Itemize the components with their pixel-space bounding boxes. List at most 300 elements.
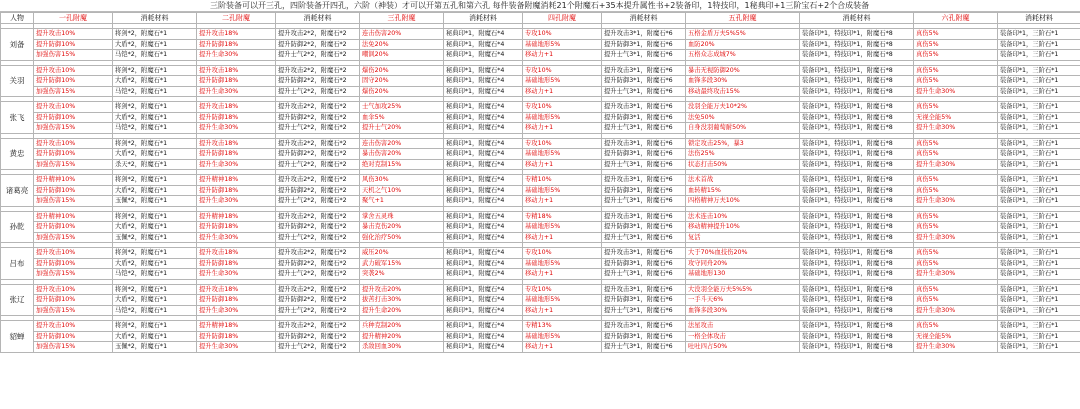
material-cell: 装备印*1，三阶石*1 bbox=[998, 86, 1080, 97]
enchant-cell: 提升生命30% bbox=[197, 196, 276, 207]
material-cell: 装备印*1，特技印*1，附魔石*8 bbox=[800, 112, 914, 123]
enchant-cell: 提升生命30% bbox=[197, 342, 276, 353]
material-cell: 提升士气2*2，附魔石*2 bbox=[276, 123, 360, 134]
material-cell: 将剑*2，附魔石*1 bbox=[113, 321, 197, 332]
material-cell: 马铠*2，附魔石*1 bbox=[113, 305, 197, 316]
material-cell: 大盾*2，附魔石*1 bbox=[113, 331, 197, 342]
material-cell: 装备印*1，特技印*1，附魔石*8 bbox=[800, 175, 914, 186]
material-cell: 装备印*1，三阶石*1 bbox=[998, 50, 1080, 61]
material-cell: 大盾*2，附魔石*1 bbox=[113, 222, 197, 233]
material-cell: 提升士气2*2，附魔石*2 bbox=[276, 159, 360, 170]
material-cell: 装备印*1，特技印*1，附魔石*8 bbox=[800, 29, 914, 40]
material-cell: 大盾*2，附魔石*1 bbox=[113, 112, 197, 123]
enchant-cell: 爆伤20% bbox=[360, 86, 444, 97]
enchant-cell: 移动力+1 bbox=[523, 232, 602, 243]
enchant-cell: 暴击克伤20% bbox=[360, 222, 444, 233]
enchant-cell: 武力破军15% bbox=[360, 258, 444, 269]
enchant-cell: 提升生命30% bbox=[197, 86, 276, 97]
column-header: 消耗材料 bbox=[602, 13, 686, 24]
enchant-cell: 四格精神万夫10% bbox=[686, 196, 800, 207]
material-cell: 装备印*1，特技印*1，附魔石*8 bbox=[800, 50, 914, 61]
enchant-cell: 提升防御18% bbox=[197, 258, 276, 269]
enchant-cell: 基础地形5% bbox=[523, 295, 602, 306]
column-header: 消耗材料 bbox=[800, 13, 914, 24]
material-cell: 将剑*2，附魔石*1 bbox=[113, 65, 197, 76]
material-cell: 装备印*1，三阶石*1 bbox=[998, 65, 1080, 76]
material-cell: 装备印*1，特技印*1，附魔石*8 bbox=[800, 284, 914, 295]
material-cell: 提升防御3*1，附魔石*6 bbox=[602, 149, 686, 160]
enchant-cell: 基础地形5% bbox=[523, 222, 602, 233]
column-header: 消耗材料 bbox=[113, 13, 197, 24]
material-cell: 秘典印*1，附魔石*4 bbox=[444, 248, 523, 259]
enchant-cell: 一手斗天6% bbox=[686, 295, 800, 306]
material-cell: 装备印*1，特技印*1，附魔石*8 bbox=[800, 321, 914, 332]
enchant-cell: 真伤5% bbox=[914, 50, 998, 61]
material-cell: 提升防御3*1，附魔石*6 bbox=[602, 258, 686, 269]
enchant-cell: 提升生命30% bbox=[197, 123, 276, 134]
material-cell: 装备印*1，三阶石*1 bbox=[998, 342, 1080, 353]
table-row bbox=[1, 39, 1080, 50]
enchant-cell: 提升生命30% bbox=[914, 159, 998, 170]
enchant-cell: 威压20% bbox=[360, 248, 444, 259]
enchant-cell: 真伤5% bbox=[914, 149, 998, 160]
enchant-cell: 锁定攻击25%，暴3 bbox=[686, 138, 800, 149]
enchant-cell: 突袭2% bbox=[360, 269, 444, 280]
material-cell: 装备印*1，三阶石*1 bbox=[998, 159, 1080, 170]
material-cell: 秘典印*1，附魔石*4 bbox=[444, 149, 523, 160]
material-cell: 装备印*1，三阶石*1 bbox=[998, 138, 1080, 149]
material-cell: 提升攻击2*2，附魔石*2 bbox=[276, 102, 360, 113]
enchant-cell: 真伤5% bbox=[914, 185, 998, 196]
enchant-cell: 移动力+1 bbox=[523, 86, 602, 97]
enchant-cell: 强化治疗50% bbox=[360, 232, 444, 243]
column-header: 一孔附魔 bbox=[34, 13, 113, 24]
enchant-cell: 真伤5% bbox=[914, 258, 998, 269]
column-header: 消耗材料 bbox=[444, 13, 523, 24]
table-row bbox=[1, 305, 1080, 316]
enchant-cell: 暴击无视防御20% bbox=[686, 65, 800, 76]
enchant-cell: 提升防御18% bbox=[197, 331, 276, 342]
enchant-cell: 暴击伤害20% bbox=[360, 149, 444, 160]
material-cell: 秘典印*1，附魔石*4 bbox=[444, 342, 523, 353]
material-cell: 秘典印*1，附魔石*4 bbox=[444, 222, 523, 233]
material-cell: 秘典印*1，附魔石*4 bbox=[444, 123, 523, 134]
material-cell: 提升防御2*2，附魔石*2 bbox=[276, 149, 360, 160]
table-row bbox=[1, 138, 1080, 149]
table-row bbox=[1, 331, 1080, 342]
material-cell: 提升士气3*1，附魔石*6 bbox=[602, 342, 686, 353]
enchant-cell: 状态打击50% bbox=[686, 159, 800, 170]
material-cell: 提升攻击3*1，附魔石*6 bbox=[602, 284, 686, 295]
column-header: 消耗材料 bbox=[276, 13, 360, 24]
material-cell: 提升攻击2*2，附魔石*2 bbox=[276, 211, 360, 222]
hero-name: 诸葛亮 bbox=[1, 175, 34, 207]
enchant-cell: 提升攻击10% bbox=[34, 248, 113, 259]
table-row bbox=[1, 211, 1080, 222]
material-cell: 装备印*1，特技印*1，附魔石*8 bbox=[800, 222, 914, 233]
enchant-cell: 爆伤20% bbox=[360, 65, 444, 76]
material-cell: 大盾*2，附魔石*1 bbox=[113, 39, 197, 50]
table-row bbox=[1, 159, 1080, 170]
enchant-cell: 专攻10% bbox=[523, 65, 602, 76]
enchant-cell: 提升攻击18% bbox=[197, 248, 276, 259]
enchant-cell: 提升攻击20% bbox=[360, 284, 444, 295]
enchant-cell: 提升生命30% bbox=[197, 50, 276, 61]
material-cell: 装备印*1，特技印*1，附魔石*8 bbox=[800, 149, 914, 160]
material-cell: 秘典印*1，附魔石*4 bbox=[444, 331, 523, 342]
material-cell: 提升防御2*2，附魔石*2 bbox=[276, 76, 360, 87]
enchant-cell: 血伞5% bbox=[360, 112, 444, 123]
material-cell: 提升攻击3*1，附魔石*6 bbox=[602, 248, 686, 259]
enchant-cell: 提升防御10% bbox=[34, 149, 113, 160]
hero-name: 关羽 bbox=[1, 65, 34, 97]
material-cell: 装备印*1，三阶石*1 bbox=[998, 258, 1080, 269]
enchant-cell: 基础地形5% bbox=[523, 258, 602, 269]
material-cell: 将剑*2，附魔石*1 bbox=[113, 284, 197, 295]
material-cell: 装备印*1，三阶石*1 bbox=[998, 331, 1080, 342]
material-cell: 装备印*1，特技印*1，附魔石*8 bbox=[800, 342, 914, 353]
enchant-cell: 移动力+1 bbox=[523, 269, 602, 280]
material-cell: 提升防御3*1，附魔石*6 bbox=[602, 112, 686, 123]
hero-name: 黄忠 bbox=[1, 138, 34, 170]
table-row bbox=[1, 123, 1080, 134]
enchant-cell: 法免50% bbox=[686, 112, 800, 123]
enchant-cell: 掌舍五灵珠 bbox=[360, 211, 444, 222]
table-row bbox=[1, 76, 1080, 87]
material-cell: 秘典印*1，附魔石*4 bbox=[444, 175, 523, 186]
enchant-cell: 法免20% bbox=[360, 39, 444, 50]
enchant-cell: 提升生命30% bbox=[914, 269, 998, 280]
material-cell: 装备印*1，特技印*1，附魔石*8 bbox=[800, 138, 914, 149]
enchant-cell: 提升攻击10% bbox=[34, 321, 113, 332]
enchant-cell: 专攻10% bbox=[523, 29, 602, 40]
material-cell: 提升攻击3*1，附魔石*6 bbox=[602, 65, 686, 76]
material-cell: 装备印*1，三阶石*1 bbox=[998, 295, 1080, 306]
enchant-cell: 真伤5% bbox=[914, 76, 998, 87]
enchant-cell: 移动力+1 bbox=[523, 342, 602, 353]
enchant-cell: 吐吐四占50% bbox=[686, 342, 800, 353]
material-cell: 玉佩*2，附魔石*1 bbox=[113, 342, 197, 353]
material-cell: 提升攻击3*1，附魔石*6 bbox=[602, 321, 686, 332]
enchant-cell: 提升防御18% bbox=[197, 39, 276, 50]
table-row bbox=[1, 342, 1080, 353]
material-cell: 秘典印*1，附魔石*4 bbox=[444, 159, 523, 170]
enchant-cell: 连击伤害20% bbox=[360, 29, 444, 40]
enchant-cell: 法术首战 bbox=[686, 175, 800, 186]
material-cell: 装备印*1，特技印*1，附魔石*8 bbox=[800, 258, 914, 269]
material-cell: 装备印*1，三阶石*1 bbox=[998, 305, 1080, 316]
material-cell: 提升防御3*1，附魔石*6 bbox=[602, 185, 686, 196]
enchant-cell: 血防20% bbox=[686, 39, 800, 50]
enchant-cell: 专攻10% bbox=[523, 138, 602, 149]
material-cell: 提升防御3*1，附魔石*6 bbox=[602, 222, 686, 233]
material-cell: 秘典印*1，附魔石*4 bbox=[444, 284, 523, 295]
enchant-cell: 五格众志成城7% bbox=[686, 50, 800, 61]
enchant-cell: 提升攻击10% bbox=[34, 138, 113, 149]
material-cell: 提升攻击2*2，附魔石*2 bbox=[276, 29, 360, 40]
enchant-cell: 大于70%血技伤20% bbox=[686, 248, 800, 259]
material-cell: 提升攻击3*1，附魔石*6 bbox=[602, 175, 686, 186]
enchant-cell: 加强伤害15% bbox=[34, 123, 113, 134]
enchant-cell: 提升防御10% bbox=[34, 112, 113, 123]
table-row bbox=[1, 112, 1080, 123]
table-row bbox=[1, 102, 1080, 113]
enchant-cell: 基础地形5% bbox=[523, 331, 602, 342]
material-cell: 马铠*2，附魔石*1 bbox=[113, 50, 197, 61]
table-row bbox=[1, 248, 1080, 259]
hero-name: 张飞 bbox=[1, 102, 34, 134]
material-cell: 提升防御2*2，附魔石*2 bbox=[276, 112, 360, 123]
enchant-cell: 提升攻击18% bbox=[197, 284, 276, 295]
enchant-cell: 提升攻击10% bbox=[34, 29, 113, 40]
material-cell: 装备印*1，三阶石*1 bbox=[998, 321, 1080, 332]
material-cell: 装备印*1，三阶石*1 bbox=[998, 211, 1080, 222]
header-row bbox=[1, 13, 1080, 24]
enchant-cell: 风伤30% bbox=[360, 175, 444, 186]
enchant-cell: 复活 bbox=[686, 232, 800, 243]
enchant-cell: 基础地形5% bbox=[523, 39, 602, 50]
material-cell: 提升士气3*1，附魔石*6 bbox=[602, 305, 686, 316]
material-cell: 提升防御3*1，附魔石*6 bbox=[602, 39, 686, 50]
material-cell: 装备印*1，特技印*1，附魔石*8 bbox=[800, 123, 914, 134]
material-cell: 提升攻击3*1，附魔石*6 bbox=[602, 102, 686, 113]
material-cell: 提升士气3*1，附魔石*6 bbox=[602, 196, 686, 207]
material-cell: 秘典印*1，附魔石*4 bbox=[444, 29, 523, 40]
enchant-cell: 提升精神18% bbox=[197, 211, 276, 222]
material-cell: 提升士气2*2，附魔石*2 bbox=[276, 342, 360, 353]
material-cell: 提升防御2*2，附魔石*2 bbox=[276, 185, 360, 196]
enchant-cell: 专精10% bbox=[523, 175, 602, 186]
table-row bbox=[1, 65, 1080, 76]
enchant-cell: 提升攻击18% bbox=[197, 102, 276, 113]
enchant-cell: 没羽全能万夫10*2% bbox=[686, 102, 800, 113]
enchant-cell: 提升防御18% bbox=[197, 295, 276, 306]
enchant-cell: 真伤5% bbox=[914, 29, 998, 40]
enchant-cell: 提升防御18% bbox=[197, 185, 276, 196]
material-cell: 提升攻击3*1，附魔石*6 bbox=[602, 211, 686, 222]
material-cell: 玉佩*2，附魔石*1 bbox=[113, 232, 197, 243]
enchant-cell: 法术连击10% bbox=[686, 211, 800, 222]
enchant-cell: 拔苦打击30% bbox=[360, 295, 444, 306]
material-cell: 提升防御2*2，附魔石*2 bbox=[276, 331, 360, 342]
enchant-cell: 基础地形5% bbox=[523, 112, 602, 123]
material-cell: 提升防御3*1，附魔石*6 bbox=[602, 76, 686, 87]
material-cell: 提升攻击3*1，附魔石*6 bbox=[602, 138, 686, 149]
enchant-cell: 血锋多段30% bbox=[686, 76, 800, 87]
enchant-cell: 连击伤害20% bbox=[360, 138, 444, 149]
table-row bbox=[1, 149, 1080, 160]
enchant-cell: 提升防御10% bbox=[34, 185, 113, 196]
column-header: 二孔附魔 bbox=[197, 13, 276, 24]
enchant-cell: 天机之气10% bbox=[360, 185, 444, 196]
enchant-cell: 真伤5% bbox=[914, 284, 998, 295]
material-cell: 提升攻击2*2，附魔石*2 bbox=[276, 175, 360, 186]
material-cell: 秘典印*1，附魔石*4 bbox=[444, 138, 523, 149]
material-cell: 提升士气3*1，附魔石*6 bbox=[602, 159, 686, 170]
enchant-cell: 加强伤害15% bbox=[34, 342, 113, 353]
table-row bbox=[1, 321, 1080, 332]
material-cell: 装备印*1，三阶石*1 bbox=[998, 196, 1080, 207]
material-cell: 装备印*1，三阶石*1 bbox=[998, 248, 1080, 259]
material-cell: 提升士气3*1，附魔石*6 bbox=[602, 232, 686, 243]
table-row bbox=[1, 284, 1080, 295]
material-cell: 提升士气2*2，附魔石*2 bbox=[276, 196, 360, 207]
enchant-cell: 加强伤害15% bbox=[34, 232, 113, 243]
material-cell: 装备印*1，三阶石*1 bbox=[998, 29, 1080, 40]
material-cell: 秘典印*1，附魔石*4 bbox=[444, 65, 523, 76]
material-cell: 提升士气2*2，附魔石*2 bbox=[276, 305, 360, 316]
material-cell: 装备印*1，特技印*1，附魔石*8 bbox=[800, 305, 914, 316]
enchant-cell: 提升防御18% bbox=[197, 112, 276, 123]
material-cell: 装备印*1，三阶石*1 bbox=[998, 112, 1080, 123]
enchant-cell: 加强伤害15% bbox=[34, 196, 113, 207]
material-cell: 装备印*1，特技印*1，附魔石*8 bbox=[800, 76, 914, 87]
enchant-cell: 血锋多段30% bbox=[686, 305, 800, 316]
material-cell: 提升攻击3*1，附魔石*6 bbox=[602, 29, 686, 40]
hero-name: 吕布 bbox=[1, 248, 34, 280]
material-cell: 秘典印*1，附魔石*4 bbox=[444, 185, 523, 196]
hero-name: 刘备 bbox=[1, 29, 34, 61]
hero-name: 貂蝉 bbox=[1, 321, 34, 353]
material-cell: 大盾*2，附魔石*1 bbox=[113, 258, 197, 269]
material-cell: 秘典印*1，附魔石*4 bbox=[444, 196, 523, 207]
enchant-cell: 一格全体攻击 bbox=[686, 331, 800, 342]
enchant-cell: 提升精神10% bbox=[34, 175, 113, 186]
enchant-cell: 嘲讽20% bbox=[360, 50, 444, 61]
material-cell: 装备印*1，三阶石*1 bbox=[998, 232, 1080, 243]
enchant-cell: 大没羽全能万夫5%5% bbox=[686, 284, 800, 295]
material-cell: 大盾*2，附魔石*1 bbox=[113, 149, 197, 160]
enchant-cell: 加强伤害15% bbox=[34, 269, 113, 280]
enchant-cell: 基础地形5% bbox=[523, 185, 602, 196]
material-cell: 秘典印*1，附魔石*4 bbox=[444, 86, 523, 97]
enchant-cell: 真伤5% bbox=[914, 248, 998, 259]
enchant-cell: 五格金盾万夫5%5% bbox=[686, 29, 800, 40]
material-cell: 提升防御2*2，附魔石*2 bbox=[276, 258, 360, 269]
enchant-cell: 真伤5% bbox=[914, 65, 998, 76]
enchant-cell: 真伤5% bbox=[914, 102, 998, 113]
material-cell: 秘典印*1，附魔石*4 bbox=[444, 39, 523, 50]
enchant-cell: 加强伤害15% bbox=[34, 86, 113, 97]
material-cell: 提升攻击2*2，附魔石*2 bbox=[276, 248, 360, 259]
material-cell: 装备印*1，三阶石*1 bbox=[998, 185, 1080, 196]
material-cell: 装备印*1，特技印*1，附魔石*8 bbox=[800, 232, 914, 243]
enchant-cell: 兵种克制20% bbox=[360, 321, 444, 332]
material-cell: 马铠*2，附魔石*1 bbox=[113, 269, 197, 280]
enchant-cell: 固守20% bbox=[360, 76, 444, 87]
enchant-cell: 提升生命30% bbox=[197, 305, 276, 316]
enchant-cell: 移动力+1 bbox=[523, 196, 602, 207]
enchant-cell: 提升防御10% bbox=[34, 76, 113, 87]
enchant-cell: 基础地形130 bbox=[686, 269, 800, 280]
enchant-cell: 真伤5% bbox=[914, 222, 998, 233]
material-cell: 将剑*2，附魔石*1 bbox=[113, 138, 197, 149]
enchant-cell: 提升生命20% bbox=[360, 305, 444, 316]
material-cell: 装备印*1，特技印*1，附魔石*8 bbox=[800, 39, 914, 50]
enchant-cell: 提升攻击18% bbox=[197, 138, 276, 149]
table-row bbox=[1, 185, 1080, 196]
material-cell: 装备印*1，特技印*1，附魔石*8 bbox=[800, 185, 914, 196]
enchant-cell: 聚气+1 bbox=[360, 196, 444, 207]
enchant-table bbox=[0, 12, 1080, 353]
table-row bbox=[1, 295, 1080, 306]
material-cell: 装备印*1，三阶石*1 bbox=[998, 269, 1080, 280]
column-header: 人物 bbox=[1, 13, 34, 24]
enchant-cell: 提升防御10% bbox=[34, 295, 113, 306]
enchant-cell: 提升攻击18% bbox=[197, 65, 276, 76]
enchant-cell: 提升生命30% bbox=[914, 196, 998, 207]
material-cell: 将剑*2，附魔石*1 bbox=[113, 29, 197, 40]
enchant-cell: 真伤5% bbox=[914, 211, 998, 222]
material-cell: 装备印*1，特技印*1，附魔石*8 bbox=[800, 269, 914, 280]
column-header: 五孔附魔 bbox=[686, 13, 800, 24]
enchant-cell: 真伤5% bbox=[914, 39, 998, 50]
enchant-cell: 加强伤害15% bbox=[34, 50, 113, 61]
material-cell: 大盾*2，附魔石*1 bbox=[113, 76, 197, 87]
enchant-cell: 提升生命30% bbox=[914, 305, 998, 316]
material-cell: 提升士气2*2，附魔石*2 bbox=[276, 86, 360, 97]
material-cell: 装备印*1，三阶石*1 bbox=[998, 123, 1080, 134]
column-header: 四孔附魔 bbox=[523, 13, 602, 24]
material-cell: 玉佩*2，附魔石*1 bbox=[113, 196, 197, 207]
material-cell: 杀天*2，附魔石*1 bbox=[113, 159, 197, 170]
material-cell: 提升士气2*2，附魔石*2 bbox=[276, 50, 360, 61]
enchant-cell: 专精18% bbox=[523, 211, 602, 222]
material-cell: 装备印*1，特技印*1，附魔石*8 bbox=[800, 86, 914, 97]
material-cell: 大盾*2，附魔石*1 bbox=[113, 185, 197, 196]
column-header: 三孔附魔 bbox=[360, 13, 444, 24]
enchant-cell: 提升防御18% bbox=[197, 222, 276, 233]
enchant-cell: 提升精神20% bbox=[360, 331, 444, 342]
enchant-cell: 提升精神10% bbox=[34, 211, 113, 222]
material-cell: 秘典印*1，附魔石*4 bbox=[444, 258, 523, 269]
enchant-cell: 攻守同舟20% bbox=[686, 258, 800, 269]
enchant-cell: 基础地形5% bbox=[523, 76, 602, 87]
enchant-cell: 移动最终攻击15% bbox=[686, 86, 800, 97]
enchant-cell: 提升生命30% bbox=[197, 232, 276, 243]
enchant-cell: 提升生命30% bbox=[197, 269, 276, 280]
enchant-cell: 移动力+1 bbox=[523, 50, 602, 61]
enchant-cell: 提升攻击18% bbox=[197, 29, 276, 40]
enchant-cell: 无视全能5% bbox=[914, 112, 998, 123]
material-cell: 提升士气3*1，附魔石*6 bbox=[602, 123, 686, 134]
material-cell: 秘典印*1，附魔石*4 bbox=[444, 102, 523, 113]
table-row bbox=[1, 29, 1080, 40]
material-cell: 提升士气3*1，附魔石*6 bbox=[602, 269, 686, 280]
material-cell: 装备印*1，三阶石*1 bbox=[998, 222, 1080, 233]
material-cell: 提升防御3*1，附魔石*6 bbox=[602, 295, 686, 306]
table-row bbox=[1, 175, 1080, 186]
enchant-cell: 基础地形5% bbox=[523, 149, 602, 160]
material-cell: 装备印*1，特技印*1，附魔石*8 bbox=[800, 159, 914, 170]
material-cell: 提升攻击2*2，附魔石*2 bbox=[276, 321, 360, 332]
material-cell: 提升防御2*2，附魔石*2 bbox=[276, 222, 360, 233]
sheet-banner: 三阶装备可以开三孔，四阶装备开四孔，六阶（神装）才可以开第五孔和第六孔 每件装备附魔消耗21个附魔石+35本提升属性书+2装备印，1特技印，1秘典印+1三阶宝石+2个合成装备 bbox=[0, 0, 1080, 12]
table-row bbox=[1, 222, 1080, 233]
enchant-cell: 提升生命30% bbox=[197, 159, 276, 170]
enchant-cell: 真伤5% bbox=[914, 175, 998, 186]
material-cell: 装备印*1，特技印*1，附魔石*8 bbox=[800, 211, 914, 222]
material-cell: 秘典印*1，附魔石*4 bbox=[444, 305, 523, 316]
material-cell: 秘典印*1，附魔石*4 bbox=[444, 295, 523, 306]
material-cell: 提升防御2*2，附魔石*2 bbox=[276, 295, 360, 306]
enchant-cell: 无视全能5% bbox=[914, 331, 998, 342]
enchant-cell: 提升生命30% bbox=[914, 342, 998, 353]
material-cell: 提升士气2*2，附魔石*2 bbox=[276, 232, 360, 243]
material-cell: 将剑*2，附魔石*1 bbox=[113, 175, 197, 186]
enchant-cell: 提升精神18% bbox=[197, 321, 276, 332]
enchant-cell: 加强伤害15% bbox=[34, 159, 113, 170]
